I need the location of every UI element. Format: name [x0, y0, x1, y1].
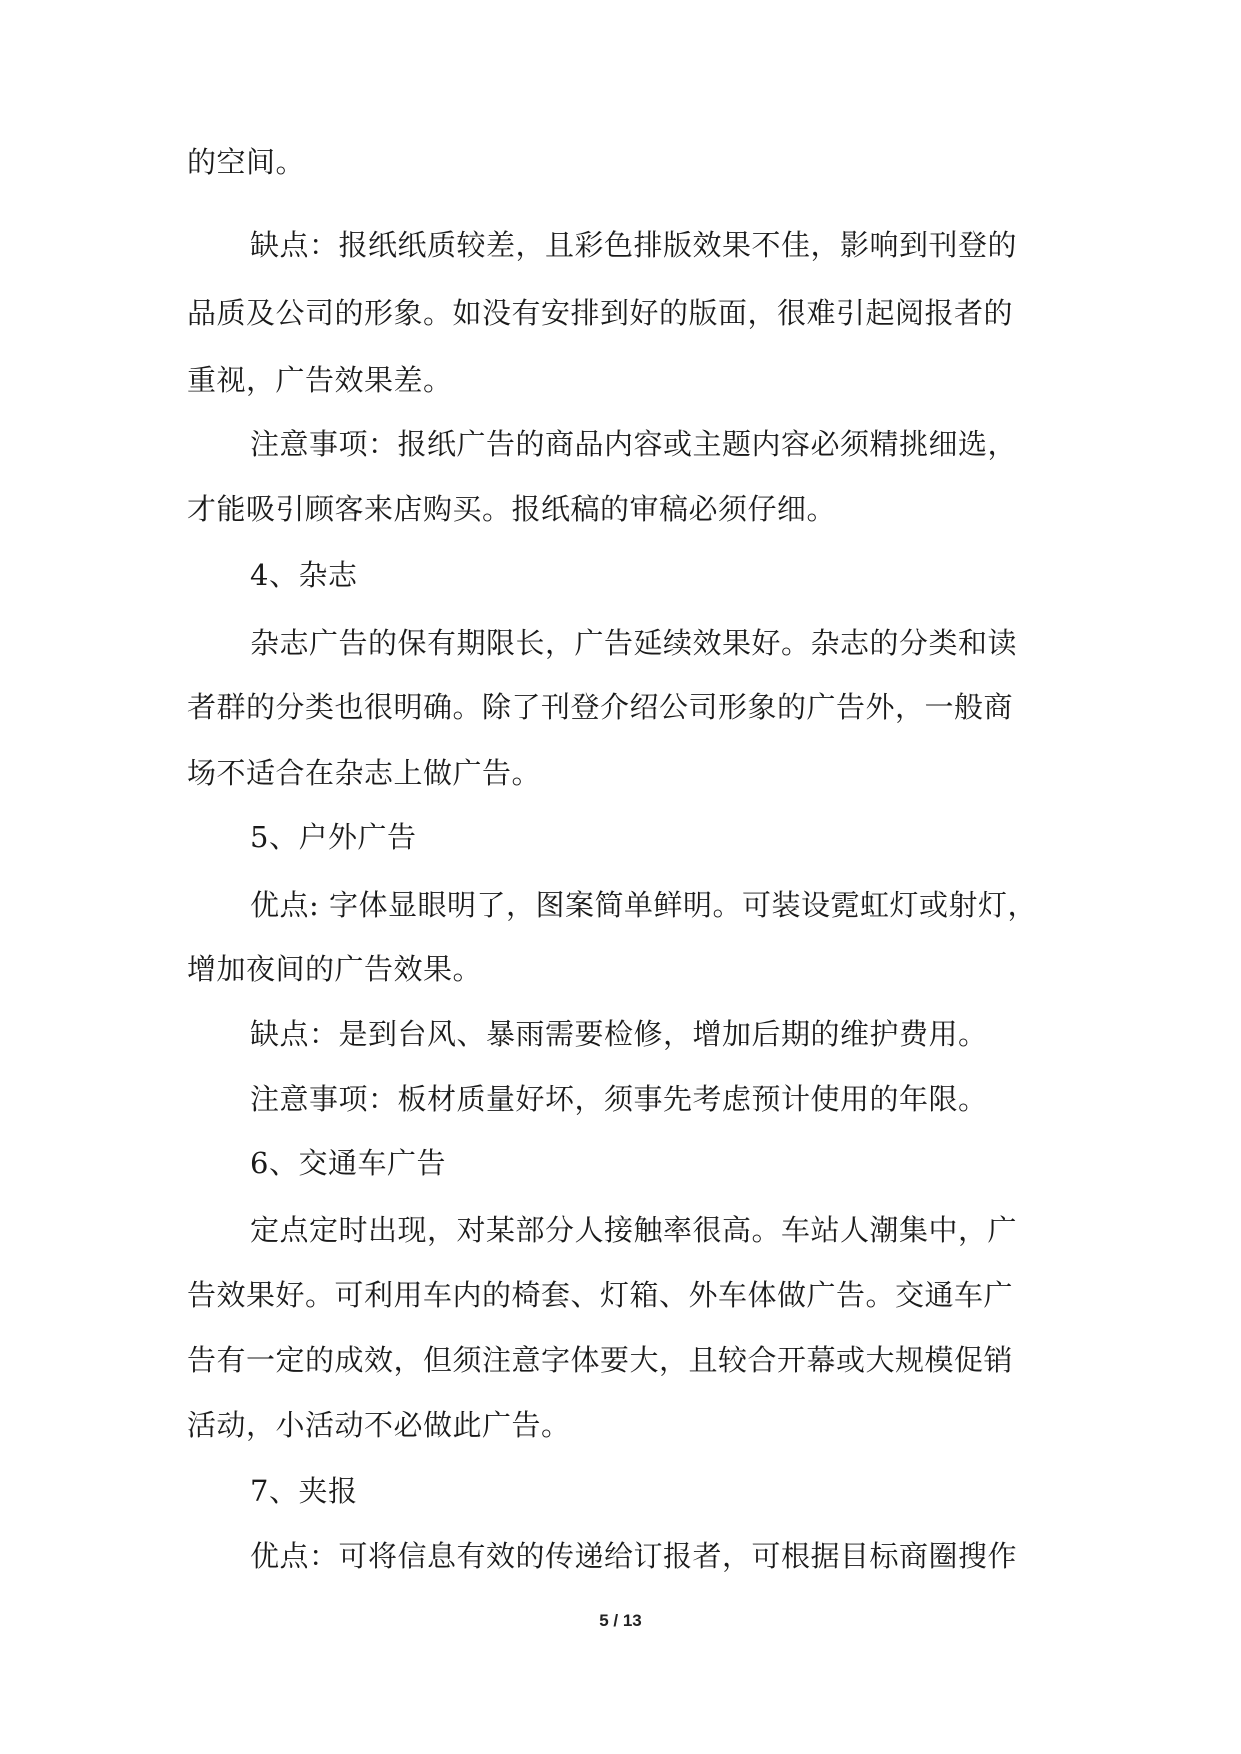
text-line: 增加夜间的广告效果。	[187, 952, 483, 986]
text-line: 注意事项：报纸广告的商品内容或主题内容必须精挑细选，	[250, 427, 1018, 461]
text-line: 者群的分类也很明确。除了刊登介绍公司形象的广告外，一般商	[187, 690, 1014, 724]
text-line: 优点：可将信息有效的传递给订报者，可根据目标商圈搜作	[250, 1539, 1018, 1573]
text-line: 优点: 字体显眼明了，图案简单鲜明。可装设霓虹灯或射灯，	[250, 888, 1037, 922]
page-number: 5 / 13	[599, 1611, 642, 1630]
section-heading: 5、户外广告	[250, 820, 417, 854]
text-line: 才能吸引顾客来店购买。报纸稿的审稿必须仔细。	[187, 492, 837, 526]
section-heading: 7、夹报	[250, 1474, 358, 1508]
text-line: 活动，小活动不必做此广告。	[187, 1408, 571, 1442]
section-heading: 4、杂志	[250, 558, 358, 592]
text-line: 告效果好。可利用车内的椅套、灯箱、外车体做广告。交通车广	[187, 1278, 1014, 1312]
text-line: 缺点：是到台风、暴雨需要检修，增加后期的维护费用。	[250, 1017, 988, 1051]
section-heading: 6、交通车广告	[250, 1146, 446, 1180]
text-line: 定点定时出现，对某部分人接触率很高。车站人潮集中，广	[250, 1213, 1018, 1247]
text-line: 品质及公司的形象。如没有安排到好的版面，很难引起阅报者的	[187, 296, 1014, 330]
text-line: 注意事项：板材质量好坏，须事先考虑预计使用的年限。	[250, 1082, 988, 1116]
text-line: 场不适合在杂志上做广告。	[187, 756, 542, 790]
text-line: 重视，广告效果差。	[187, 363, 453, 397]
text-line: 的空间。	[187, 145, 306, 179]
text-line: 缺点：报纸纸质较差，且彩色排版效果不佳，影响到刊登的	[250, 228, 1018, 262]
text-line: 告有一定的成效，但须注意字体要大，且较合开幕或大规模促销	[187, 1343, 1014, 1377]
text-line: 杂志广告的保有期限长，广告延续效果好。杂志的分类和读	[250, 626, 1018, 660]
